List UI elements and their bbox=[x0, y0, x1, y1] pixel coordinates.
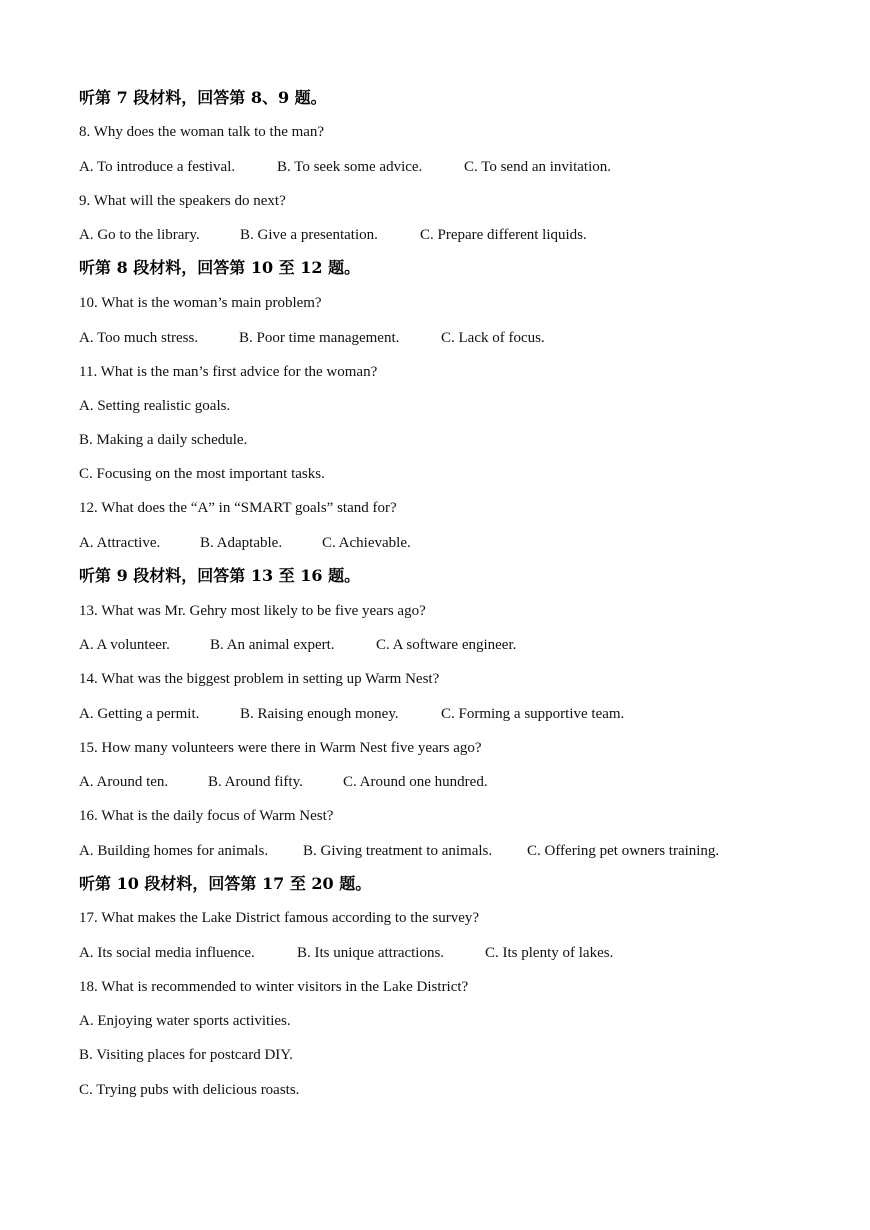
question-text: 15. How many volunteers were there in Warm Nest five years ago? bbox=[79, 740, 482, 756]
question-text: 13. What was Mr. Gehry most likely to be five years ago? bbox=[79, 603, 426, 619]
option-b: B. Poor time management. bbox=[239, 330, 400, 346]
option-c: C. Lack of focus. bbox=[441, 330, 545, 346]
option-b: B. Its unique attractions. bbox=[297, 945, 445, 961]
option-a: A. Attractive. bbox=[79, 535, 161, 551]
question-text: 11. What is the man’s first advice for the woman? bbox=[79, 364, 378, 380]
option-b: B. Making a daily schedule. bbox=[79, 432, 248, 448]
section-heading: 听第 8 段材料，回答第 10 至 12 题。 bbox=[79, 258, 361, 277]
option-b: B. Raising enough money. bbox=[240, 706, 399, 722]
option-b: B. Giving treatment to animals. bbox=[303, 843, 493, 859]
option-a: A. Building homes for animals. bbox=[79, 843, 269, 859]
section-heading: 听第 10 段材料，回答第 17 至 20 题。 bbox=[79, 874, 372, 893]
option-c: C. Prepare different liquids. bbox=[420, 227, 587, 243]
question-text: 8. Why does the woman talk to the man? bbox=[79, 124, 325, 140]
question-text: 17. What makes the Lake District famous according to the survey? bbox=[79, 910, 480, 926]
question-text: 10. What is the woman’s main problem? bbox=[79, 295, 322, 311]
option-a: A. Getting a permit. bbox=[79, 706, 200, 722]
option-b: B. Visiting places for postcard DIY. bbox=[79, 1047, 293, 1063]
option-a: A. Its social media influence. bbox=[79, 945, 255, 961]
question-text: 14. What was the biggest problem in setting up Warm Nest? bbox=[79, 671, 440, 687]
option-c: C. Trying pubs with delicious roasts. bbox=[79, 1082, 300, 1098]
option-a: A. A volunteer. bbox=[79, 637, 170, 653]
option-b: B. To seek some advice. bbox=[277, 159, 423, 175]
option-c: C. Focusing on the most important tasks. bbox=[79, 466, 325, 482]
question-text: 18. What is recommended to winter visitors in the Lake District? bbox=[79, 979, 469, 995]
option-a: A. Too much stress. bbox=[79, 330, 199, 346]
option-b: B. Around fifty. bbox=[208, 774, 303, 790]
option-b: B. Give a presentation. bbox=[240, 227, 378, 243]
option-c: C. Achievable. bbox=[322, 535, 411, 551]
section-heading: 听第 7 段材料，回答第 8、9 题。 bbox=[79, 88, 327, 107]
question-text: 16. What is the daily focus of Warm Nest? bbox=[79, 808, 334, 824]
option-c: C. Its plenty of lakes. bbox=[485, 945, 614, 961]
option-a: A. Enjoying water sports activities. bbox=[79, 1013, 291, 1029]
question-text: 9. What will the speakers do next? bbox=[79, 193, 286, 209]
option-a: A. To introduce a festival. bbox=[79, 159, 236, 175]
question-text: 12. What does the “A” in “SMART goals” stand for? bbox=[79, 500, 397, 516]
option-b: B. Adaptable. bbox=[200, 535, 283, 551]
option-a: A. Go to the library. bbox=[79, 227, 200, 243]
option-c: C. To send an invitation. bbox=[464, 159, 611, 175]
option-c: C. Offering pet owners training. bbox=[527, 843, 720, 859]
option-a: A. Setting realistic goals. bbox=[79, 398, 231, 414]
option-c: C. A software engineer. bbox=[376, 637, 517, 653]
section-heading: 听第 9 段材料，回答第 13 至 16 题。 bbox=[79, 566, 361, 585]
option-b: B. An animal expert. bbox=[210, 637, 335, 653]
option-c: C. Forming a supportive team. bbox=[441, 706, 625, 722]
option-a: A. Around ten. bbox=[79, 774, 169, 790]
option-c: C. Around one hundred. bbox=[343, 774, 488, 790]
